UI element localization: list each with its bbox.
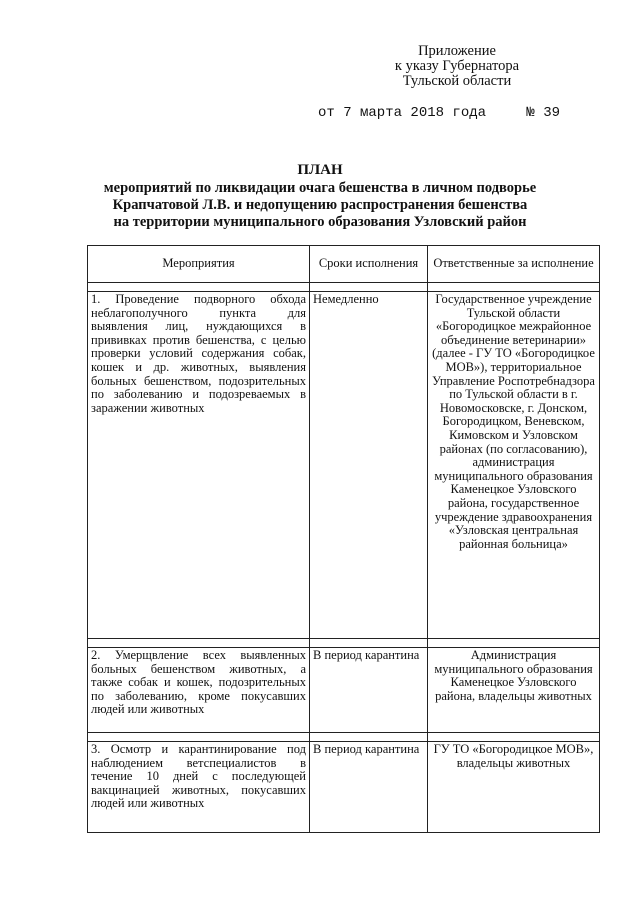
plan-table xyxy=(87,245,600,833)
title-line: Крапчатовой Л.В. и недопущению распространения бешенства xyxy=(112,197,528,213)
header-responsible: Ответственные за исполнение xyxy=(428,246,600,283)
table-row xyxy=(88,742,600,833)
responsible-cell: ГУ ТО «Богородицкое МОВ», владельцы животных xyxy=(428,742,600,833)
title-line: мероприятий по ликвидации очага бешенства в личном подворье xyxy=(103,180,537,196)
document-title xyxy=(80,162,560,231)
responsible-cell: Государственное учреждение Тульской области «Богородицкое межрайонное объединение ветеринарии» (далее - ГУ ТО «Богородицкое МОВ»), территориальное Управление Роспотребнадзора по Тульской области в г. Новомосковске, г. Донском, Богородицком, Веневском, Кимовском и Узловском районах (по согласованию), администрация муниципального образования Каменецкое Узловского района, государственное учреждение здравоохранения «Узловская центральная районная больница» xyxy=(428,292,600,639)
measure-cell: 3. Осмотр и карантинирование под наблюдением ветспециалистов в течение 10 дней с последующей вакцинацией животных, покусавших людей или животных xyxy=(88,742,310,833)
decree-number: № 39 xyxy=(526,105,560,121)
title-line: на территории муниципального образования Узловский район xyxy=(113,214,527,230)
title-main: ПЛАН xyxy=(297,162,343,178)
appendix-header xyxy=(372,44,542,89)
term-cell: Немедленно xyxy=(310,292,428,639)
measure-cell: 2. Умерщвление всех выявленных больных бешенством животных, а также собак и кошек, подозрительных по заболеванию, кроме покусавших людей или животных xyxy=(88,648,310,733)
term-cell: В период карантина xyxy=(310,648,428,733)
responsible-cell: Администрация муниципального образования Каменецкое Узловского района, владельцы животных xyxy=(428,648,600,733)
measure-cell: 1. Проведение подворного обхода неблагополучного пункта для выявления лиц, нуждающихся в прививках против бешенства, с целью проверки условий содержания собак, кошек и др. животных, выявления больных бешенством, подозрительных по заболеванию и подозреваемых в заражении животных xyxy=(88,292,310,639)
table-row xyxy=(88,648,600,733)
appendix-line: Тульской области xyxy=(402,73,512,89)
term-cell: В период карантина xyxy=(310,742,428,833)
appendix-line: к указу Губернатора xyxy=(394,58,520,74)
table-header-row xyxy=(88,246,600,283)
header-measures: Мероприятия xyxy=(88,246,310,283)
appendix-line: Приложение xyxy=(418,43,496,59)
decree-date: от 7 марта 2018 года xyxy=(318,105,487,121)
table-row xyxy=(88,292,600,639)
header-terms: Сроки исполнения xyxy=(310,246,428,283)
